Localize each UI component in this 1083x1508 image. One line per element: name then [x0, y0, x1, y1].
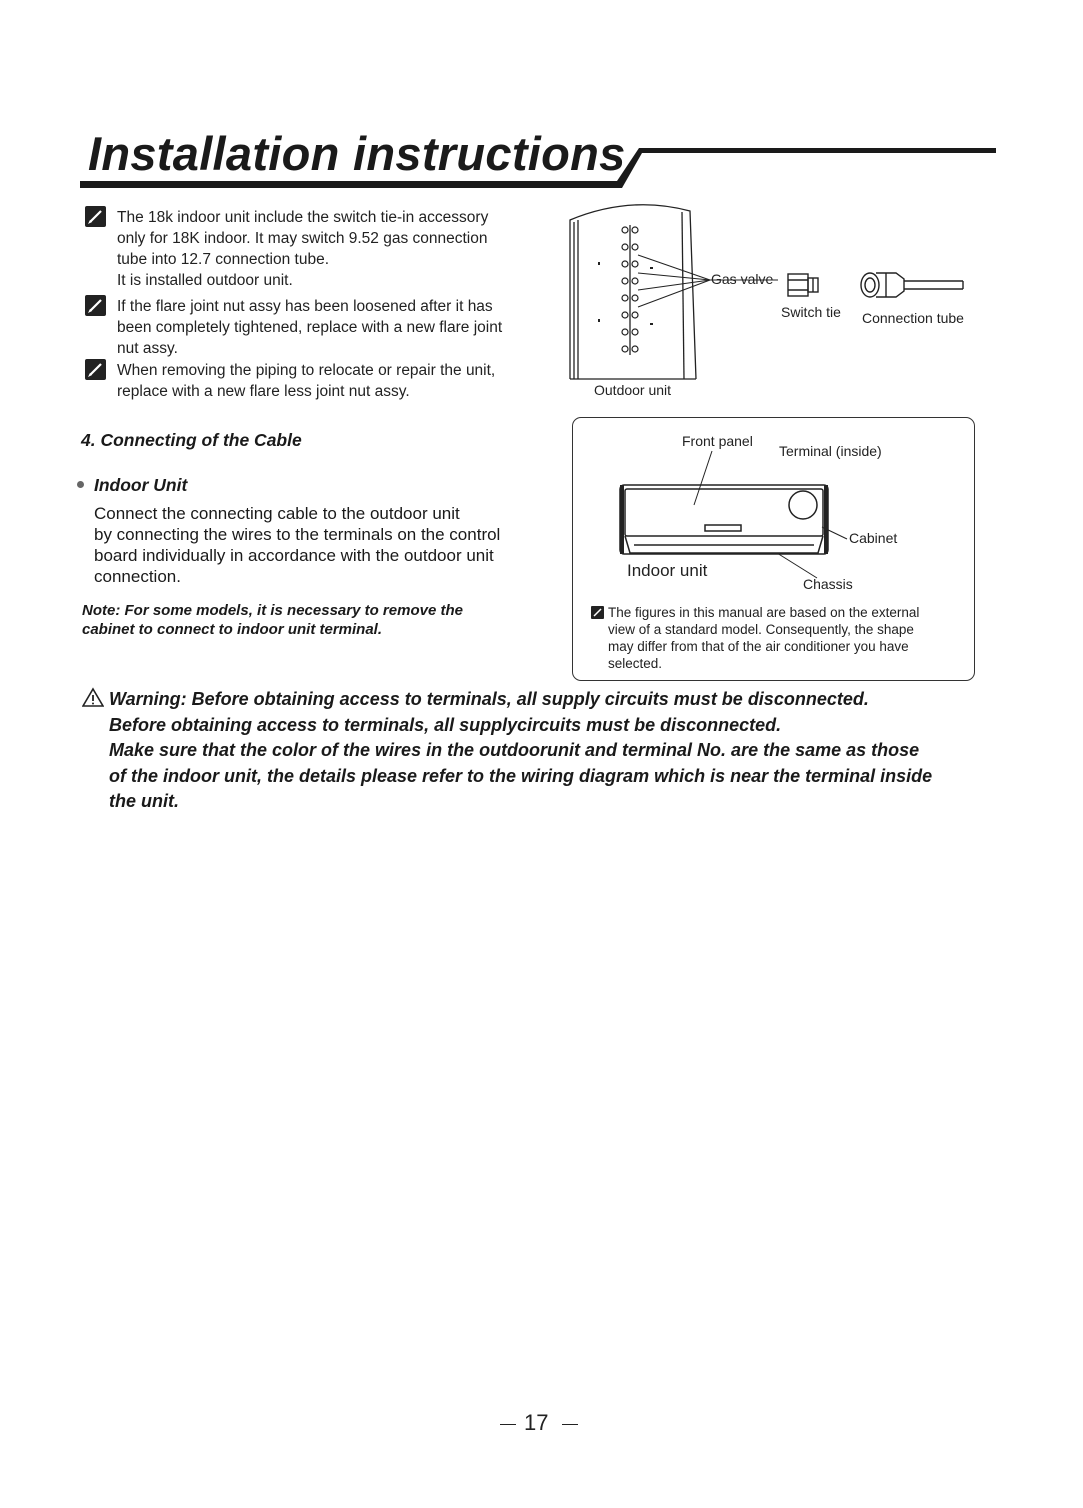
warning-line: Make sure that the color of the wires in the outdoorunit and terminal No. are the same as those [109, 740, 920, 760]
outdoor-unit-diagram [560, 195, 990, 385]
page-number-value: 17 [524, 1410, 549, 1435]
note-icon [85, 359, 106, 380]
caption-note-icon [591, 606, 604, 619]
outdoor-unit-label: Outdoor unit [594, 382, 672, 398]
chassis-label: Chassis [803, 576, 853, 592]
note-2-line-1: If the flare joint nut assy has been loosened after it has [117, 298, 493, 315]
caption-line: view of a standard model. Consequently, the shape [608, 622, 914, 637]
warning-text [109, 687, 932, 815]
caption-line: may differ from that of the air conditioner you have [608, 639, 909, 654]
front-panel-label: Front panel [682, 433, 753, 449]
note-1-line-4: It is installed outdoor unit. [117, 272, 293, 289]
section-paragraph [94, 503, 500, 587]
note-line: cabinet to connect to indoor unit terminal. [82, 621, 383, 638]
gas-valve-label: Gas valve [711, 271, 774, 287]
note-2-line-3: nut assy. [117, 340, 178, 357]
warning-line: of the indoor unit, the details please refer to the wiring diagram which is near the terminal inside [109, 765, 933, 786]
switch-tie-label: Switch tie [781, 304, 841, 320]
note-icon [85, 295, 106, 316]
figure-caption [608, 604, 919, 672]
section-subheading: Indoor Unit [94, 475, 188, 495]
bullet-icon [77, 481, 84, 488]
note-1-line-1: The 18k indoor unit include the switch tie-in accessory [117, 209, 489, 226]
title-underline [0, 0, 1083, 200]
paragraph-line: board individually in accordance with the outdoor unit [94, 546, 494, 565]
note-1-line-2: only for 18K indoor. It may switch 9.52 gas connection [117, 230, 488, 247]
note-1-line-3: tube into 12.7 connection tube. [117, 251, 329, 268]
terminal-label: Terminal (inside) [779, 443, 882, 459]
warning-line: the unit. [109, 791, 179, 811]
caption-line: The figures in this manual are based on the external [608, 605, 920, 620]
note-line: Note: For some models, it is necessary to remove the [82, 602, 463, 619]
page-number-dash [500, 1424, 516, 1425]
paragraph-line: connection. [94, 567, 181, 586]
page-number [500, 1410, 578, 1436]
page-title: Installation instructions [88, 127, 626, 180]
warning-line: Warning: Before obtaining access to terminals, all supply circuits must be disconnected. [109, 689, 869, 709]
section-note [82, 601, 463, 639]
paragraph-line: by connecting the wires to the terminals on the control [94, 525, 501, 544]
connection-tube-label: Connection tube [862, 310, 964, 326]
note-2-line-2: been completely tightened, replace with a new flare joint [117, 319, 503, 336]
warning-icon [82, 687, 104, 707]
note-3-line-1: When removing the piping to relocate or repair the unit, [117, 362, 496, 379]
warning-line: Before obtaining access to terminals, all supplycircuits must be disconnected. [109, 714, 782, 735]
page-number-dash [562, 1424, 578, 1425]
paragraph-line: Connect the connecting cable to the outdoor unit [94, 504, 460, 523]
caption-line: selected. [608, 656, 663, 671]
note-3-line-2: replace with a new flare less joint nut assy. [117, 383, 410, 400]
section-heading: 4. Connecting of the Cable [81, 430, 302, 450]
note-icon [85, 206, 106, 227]
indoor-unit-label: Indoor unit [627, 561, 708, 580]
cabinet-label: Cabinet [849, 530, 898, 546]
